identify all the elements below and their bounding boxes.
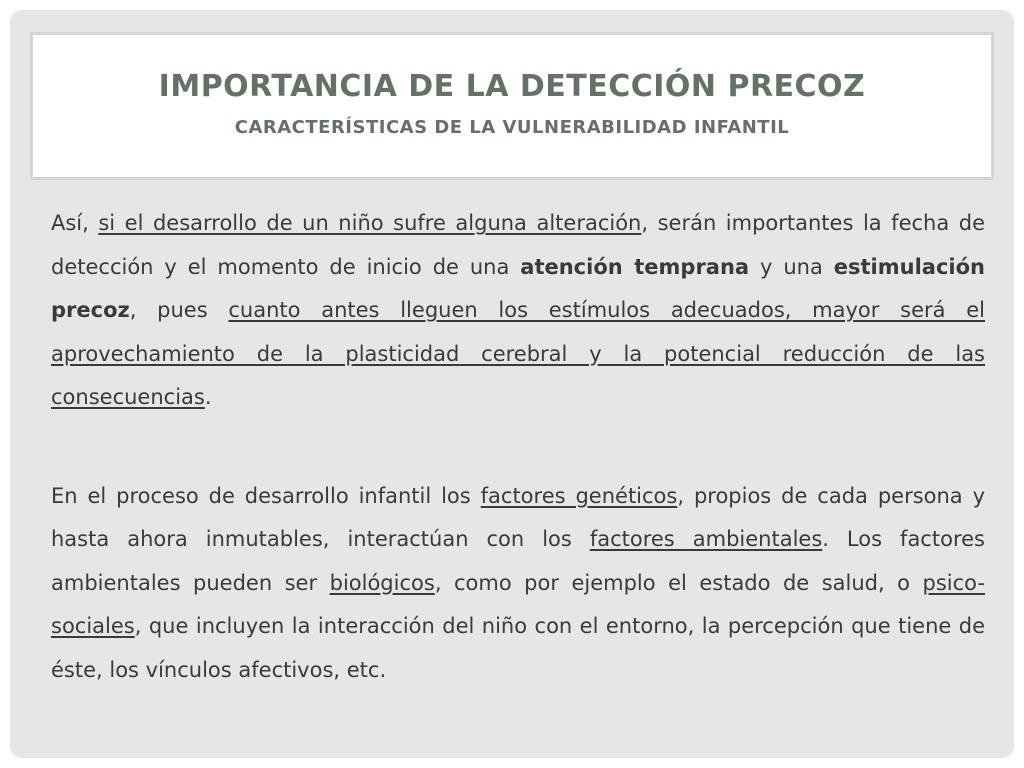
slide-body [51,202,985,692]
paragraph-2-text: , que incluyen la interacción del niño con el entorno, la percepción que tiene de éste, los vínculos afectivos, etc. [51,614,985,682]
slide-title: IMPORTANCIA DE LA DETECCIÓN PRECOZ [158,69,866,104]
paragraph-2-text: , como por ejemplo el estado de salud, o [434,570,923,595]
paragraph-1-bold-phrase: estimulación precoz [51,254,985,322]
paragraph-1-text: Así, [51,211,99,235]
paragraph-1-underlined-phrase: cuanto antes lleguen los estímulos adecuados, mayor será el aprovechamiento de la plasticidad cerebral y la potencial reducción de las consecuencias [51,298,985,409]
paragraph-1-underlined-phrase: si el desarrollo de un niño sufre alguna alteración [98,211,642,235]
paragraph-2-underlined-phrase: biológicos [329,570,435,595]
title-box [30,32,994,180]
paragraph-1-text: . [204,385,212,409]
paragraph-1-text: y una [749,254,834,279]
paragraph-2-text: En el proceso de desarrollo infantil los [51,483,481,508]
paragraph-1 [51,202,985,420]
slide [10,10,1014,758]
paragraph-2-underlined-phrase: psico-sociales [51,570,985,638]
paragraph-2-text: . Los factores ambientales pueden ser [51,527,985,595]
paragraph-1-text: , pues [129,298,229,322]
paragraph-1-bold-phrase: atención temprana [520,254,750,279]
slide-subtitle: CARACTERÍSTICAS DE LA VULNERABILIDAD INFANTIL [234,117,790,138]
paragraph-2-text: , propios de cada persona y hasta ahora inmutables, interactúan con los [51,483,986,551]
paragraph-2-underlined-phrase: factores genéticos [480,483,678,508]
paragraph-1-text: , serán importantes la fecha de detección y el momento de inicio de una [51,211,986,279]
paragraph-2 [51,475,985,693]
paragraph-2-underlined-phrase: factores ambientales [589,527,823,551]
